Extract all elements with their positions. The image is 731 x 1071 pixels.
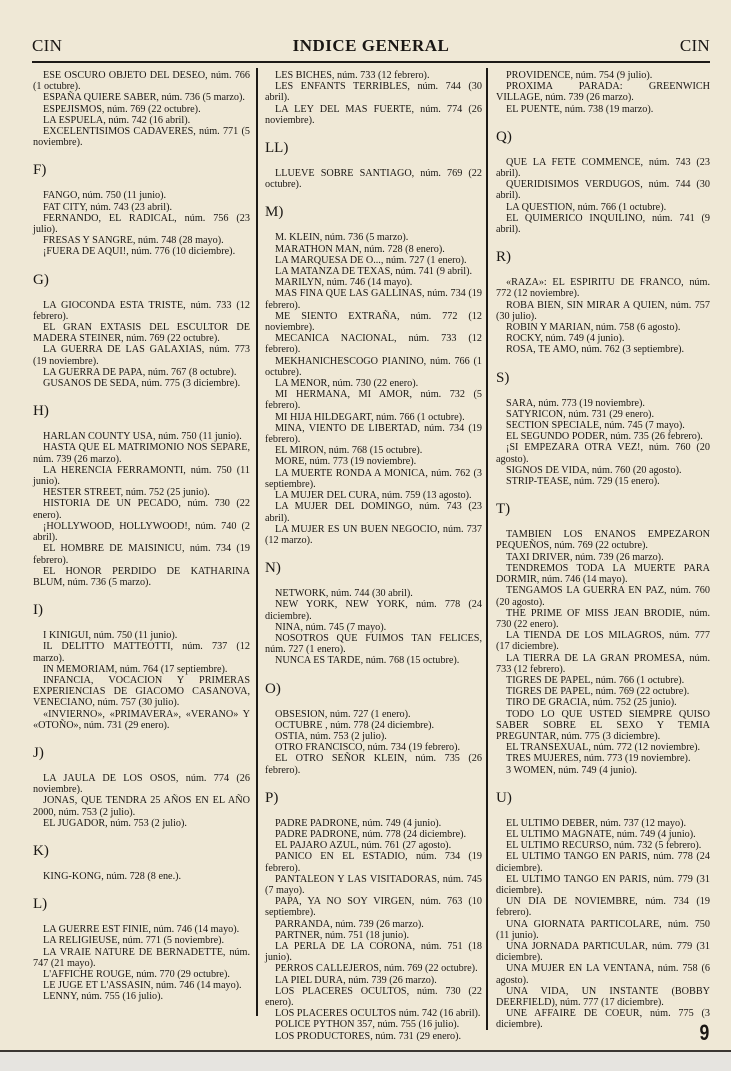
section-letter-heading: O) xyxy=(265,680,281,697)
column-divider xyxy=(256,68,258,1016)
index-entry: ¡FUERA DE AQUI!, núm. 776 (10 diciembre). xyxy=(43,246,236,258)
index-entry: M. KLEIN, núm. 736 (5 marzo). xyxy=(275,232,409,244)
index-entry: NETWORK, núm. 744 (30 abril). xyxy=(275,588,413,600)
index-entry: EL ULTIMO TANGO EN PARIS, núm. 778 (24 diciembre). xyxy=(496,851,710,874)
index-entry: GUSANOS DE SEDA, núm. 775 (3 diciembre). xyxy=(43,378,241,390)
section-letter-heading: J) xyxy=(33,744,44,761)
index-entry: PADRE PADRONE, núm. 778 (24 diciembre). xyxy=(275,828,467,840)
index-entry: TIGRES DE PAPEL, núm. 769 (22 octubre). xyxy=(506,686,690,698)
index-entry: EL JUGADOR, núm. 753 (2 julio). xyxy=(43,817,187,829)
index-entry: EL QUIMERICO INQUILINO, núm. 741 (9 abril). xyxy=(496,212,710,236)
index-entry: UN DIA DE NOVIEMBRE, núm. 734 (19 febrero). xyxy=(496,896,710,919)
section-letter-heading: T) xyxy=(496,501,511,518)
index-entry: HASTA QUE EL MATRIMONIO NOS SEPARE, núm. 739 (26 marzo). xyxy=(33,442,250,465)
index-entry: LA QUESTION, núm. 766 (1 octubre). xyxy=(506,201,667,213)
index-entry: LA MATANZA DE TEXAS, núm. 741 (9 abril). xyxy=(275,266,473,278)
index-entry: MORE, núm. 773 (19 noviembre). xyxy=(275,456,417,468)
index-entry: IN MEMORIAM, núm. 764 (17 septiembre). xyxy=(43,663,228,675)
index-entry: PAPA, YA NO SOY VIRGEN, núm. 763 (10 septiembre). xyxy=(265,896,482,919)
index-entry: FAT CITY, núm. 743 (23 abril). xyxy=(43,201,173,213)
index-entry: LES ENFANTS TERRIBLES, núm. 744 (30 abril). xyxy=(265,81,482,104)
index-entry: LLUEVE SOBRE SANTIAGO, núm. 769 (22 octubre). xyxy=(265,168,482,191)
index-entry: TAMBIEN LOS ENANOS EMPEZARON PEQUEÑOS, núm. 769 (22 octubre). xyxy=(496,529,710,552)
index-entry: EL ULTIMO MAGNATE, núm. 749 (4 junio). xyxy=(506,828,696,840)
index-entry: EL ULTIMO TANGO EN PARIS, núm. 779 (31 diciembre). xyxy=(496,873,710,896)
index-column-1 xyxy=(33,70,250,1003)
index-entry: ESE OSCURO OBJETO DEL DESEO, núm. 766 (1 octubre). xyxy=(33,70,250,93)
index-entry: ROBIN Y MARIAN, núm. 758 (6 agosto). xyxy=(506,322,681,334)
section-letter-heading: R) xyxy=(496,249,511,266)
section-letter-heading: K) xyxy=(33,842,49,859)
index-entry: TENDREMOS TODA LA MUERTE PARA DORMIR, núm. 746 (14 mayo). xyxy=(496,562,710,586)
index-entry: PROVIDENCE, núm. 754 (9 julio). xyxy=(506,70,653,81)
index-entry: I KINIGUI, núm. 750 (11 junio). xyxy=(43,630,178,642)
index-entry: LOS PRODUCTORES, núm. 731 (29 enero). xyxy=(275,1030,462,1042)
index-entry: 3 WOMEN, núm. 749 (4 junio). xyxy=(506,764,638,776)
index-entry: LES BICHES, núm. 733 (12 febrero). xyxy=(275,70,430,81)
index-entry: SATYRICON, núm. 731 (29 enero). xyxy=(506,408,654,420)
index-entry: QUERIDISIMOS VERDUGOS, núm. 744 (30 abril). xyxy=(496,179,710,202)
index-entry: EL SEGUNDO PODER, núm. 735 (26 febrero). xyxy=(506,431,703,443)
index-entry: PANTALEON Y LAS VISITADORAS, núm. 745 (7 mayo). xyxy=(265,873,482,896)
index-entry: LA MUERTE RONDA A MONICA, núm. 762 (3 septiembre). xyxy=(265,467,482,490)
section-tag-right: CIN xyxy=(679,36,710,55)
index-entry: LA MUJER DEL DOMINGO, núm. 743 (23 abril). xyxy=(265,501,482,524)
index-entry: SECTION SPECIALE, núm. 745 (7 mayo). xyxy=(506,420,685,432)
index-entry: EL HONOR PERDIDO DE KATHARINA BLUM, núm. 736 (5 marzo). xyxy=(33,565,250,588)
section-letter-heading: I) xyxy=(33,602,43,619)
index-entry: LA GUERRE EST FINIE, núm. 746 (14 mayo). xyxy=(43,924,240,936)
section-letter-heading: Q) xyxy=(496,128,512,145)
index-entry: TIGRES DE PAPEL, núm. 766 (1 octubre). xyxy=(506,674,685,686)
index-entry: LE JUGE ET L'ASSASIN, núm. 746 (14 mayo). xyxy=(43,980,242,992)
index-entry: TIRO DE GRACIA, núm. 752 (25 junio). xyxy=(506,697,677,709)
section-letter-heading: L) xyxy=(33,896,48,913)
index-entry: MI HERMANA, MI AMOR, núm. 732 (5 febrero). xyxy=(265,389,482,412)
index-entry: HISTORIA DE UN PECADO, núm. 730 (22 enero). xyxy=(33,498,250,521)
index-entry: LA JAULA DE LOS OSOS, núm. 774 (26 noviembre). xyxy=(33,772,250,796)
index-entry: ESPEJISMOS, núm. 769 (22 octubre). xyxy=(43,103,201,115)
index-entry: HARLAN COUNTY USA, núm. 750 (11 junio). xyxy=(43,431,242,443)
index-entry: ESPAÑA QUIERE SABER, núm. 736 (5 marzo). xyxy=(43,92,245,104)
index-entry: MECANICA NACIONAL, núm. 733 (12 febrero). xyxy=(265,333,482,356)
index-entry: NOSOTROS QUE FUIMOS TAN FELICES, núm. 727 (1 enero). xyxy=(265,632,482,656)
index-entry: MAS FINA QUE LAS GALLINAS, núm. 734 (19 febrero). xyxy=(265,288,482,311)
index-entry: ROSA, TE AMO, núm. 762 (3 septiembre). xyxy=(506,344,685,356)
index-entry: TENGAMOS LA GUERRA EN PAZ, núm. 760 (20 agosto). xyxy=(496,585,710,608)
index-entry: FANGO, núm. 750 (11 junio). xyxy=(43,190,167,202)
index-entry: ¡SI EMPEZARA OTRA VEZ!, núm. 760 (20 agosto). xyxy=(496,442,710,465)
index-entry: PADRE PADRONE, núm. 749 (4 junio). xyxy=(275,817,442,829)
scan-margin xyxy=(0,1052,731,1071)
index-entry: EL GRAN EXTASIS DEL ESCULTOR DE MADERA STEINER, núm. 769 (22 octubre). xyxy=(33,322,250,345)
index-entry: EL PAJARO AZUL, núm. 761 (27 agosto). xyxy=(275,840,452,852)
index-entry: TODO LO QUE USTED SIEMPRE QUISO SABER SOBRE EL SEXO Y TEMIA PREGUNTAR, núm. 775 (3 diciembre). xyxy=(496,708,710,742)
index-entry: EXCELENTISIMOS CADAVERES, núm. 771 (5 noviembre). xyxy=(33,126,250,149)
index-entry: TAXI DRIVER, núm. 739 (26 marzo). xyxy=(506,551,664,563)
index-entry: LA MENOR, núm. 730 (22 enero). xyxy=(275,378,419,390)
index-entry: EL ULTIMO RECURSO, núm. 732 (5 febrero). xyxy=(506,840,702,852)
index-column-3 xyxy=(496,70,710,1031)
index-entry: MI HIJA HILDEGART, núm. 766 (1 octubre). xyxy=(275,411,465,423)
index-entry: PERROS CALLEJEROS, núm. 769 (22 octubre). xyxy=(275,963,478,975)
index-entry: SIGNOS DE VIDA, núm. 760 (20 agosto). xyxy=(506,464,682,476)
index-entry: NUNCA ES TARDE, núm. 768 (15 octubre). xyxy=(275,655,460,667)
index-entry: L'AFFICHE ROUGE, núm. 770 (29 octubre). xyxy=(43,968,230,980)
index-entry: KING-KONG, núm. 728 (8 ene.). xyxy=(43,870,182,882)
section-letter-heading: G) xyxy=(33,271,49,288)
index-entry: INFANCIA, VOCACION Y PRIMERAS EXPERIENCIAS DE GIACOMO CASANOVA, VENECIANO, núm. 757 (30 julio). xyxy=(33,674,250,709)
index-entry: LA MARQUESA DE O..., núm. 727 (1 enero). xyxy=(275,254,467,266)
header-rule xyxy=(32,61,710,63)
section-tag-left: CIN xyxy=(32,36,63,55)
index-entry: LA VRAIE NATURE DE BERNADETTE, núm. 747 (21 mayo). xyxy=(33,946,250,969)
index-entry: MARATHON MAN, núm. 728 (8 enero). xyxy=(275,243,445,255)
index-entry: OSTIA, núm. 753 (2 julio). xyxy=(275,730,387,742)
index-entry: LA MUJER ES UN BUEN NEGOCIO, núm. 737 (12 marzo). xyxy=(265,523,482,546)
page-number: 9 xyxy=(699,1020,709,1045)
section-letter-heading: P) xyxy=(265,789,279,806)
index-entry: NEW YORK, NEW YORK, núm. 778 (24 diciembre). xyxy=(265,599,482,622)
index-entry: EL ULTIMO DEBER, núm. 737 (12 mayo). xyxy=(506,817,687,829)
index-entry: EL HOMBRE DE MAISINICU, núm. 734 (19 febrero). xyxy=(33,543,250,566)
index-entry: POLICE PYTHON 357, núm. 755 (16 julio). xyxy=(275,1019,460,1031)
index-entry: MARILYN, núm. 746 (14 mayo). xyxy=(275,277,413,289)
index-entry: TRES MUJERES, núm. 773 (19 noviembre). xyxy=(506,753,691,765)
index-entry: EL PUENTE, núm. 738 (19 marzo). xyxy=(506,103,654,115)
index-entry: LA GUERRA DE LAS GALAXIAS, núm. 773 (19 noviembre). xyxy=(33,344,250,367)
section-letter-heading: N) xyxy=(265,560,281,577)
index-entry: PROXIMA PARADA: GREENWICH VILLAGE, núm. 739 (26 marzo). xyxy=(496,81,710,104)
index-entry: LA MUJER DEL CURA, núm. 759 (13 agosto). xyxy=(275,490,472,502)
index-entry: THE PRIME OF MISS JEAN BRODIE, núm. 730 (22 enero). xyxy=(496,607,710,630)
section-letter-heading: LL) xyxy=(265,140,289,157)
column-divider xyxy=(486,68,488,1030)
index-column-2 xyxy=(265,70,482,1042)
index-entry: ¡HOLLYWOOD, HOLLYWOOD!, núm. 740 (2 abril). xyxy=(33,520,250,544)
index-entry: PARRANDA, núm. 739 (26 marzo). xyxy=(275,918,424,930)
index-entry: OTRO FRANCISCO, núm. 734 (19 febrero). xyxy=(275,742,461,754)
index-entry: EL OTRO SEÑOR KLEIN, núm. 735 (26 febrero). xyxy=(265,753,482,776)
index-entry: LA GIOCONDA ESTA TRISTE, núm. 733 (12 febrero). xyxy=(33,299,250,322)
index-entry: LA TIERRA DE LA GRAN PROMESA, núm. 733 (12 febrero). xyxy=(496,652,710,675)
index-entry: UNA JORNADA PARTICULAR, núm. 779 (31 diciembre). xyxy=(496,940,710,964)
index-entry: PARTNER, núm. 751 (18 junio). xyxy=(275,929,410,941)
index-entry: UNA MUJER EN LA VENTANA, núm. 758 (6 agosto). xyxy=(496,963,710,986)
index-entry: LOS PLACERES OCULTOS núm. 742 (16 abril). xyxy=(275,1008,481,1020)
index-entry: SARA, núm. 773 (19 noviembre). xyxy=(506,397,645,409)
index-entry: HESTER STREET, núm. 752 (25 junio). xyxy=(43,487,210,499)
index-entry: LOS PLACERES OCULTOS, núm. 730 (22 enero). xyxy=(265,985,482,1008)
index-entry: ROCKY, núm. 749 (4 junio). xyxy=(506,333,625,345)
index-entry: IL DELITTO MATTEOTTI, núm. 737 (12 marzo). xyxy=(33,641,250,664)
index-entry: UNA GIORNATA PARTICOLARE, núm. 750 (11 junio). xyxy=(496,918,710,941)
index-entry: JONAS, QUE TENDRA 25 AÑOS EN EL AÑO 2000, núm. 753 (2 julio). xyxy=(33,795,250,818)
index-entry: «INVIERNO», «PRIMAVERA», «VERANO» Y «OTOÑO», núm. 731 (29 enero). xyxy=(33,708,250,731)
index-entry: UNE AFFAIRE DE COEUR, núm. 775 (3 diciembre). xyxy=(496,1008,710,1031)
index-entry: STRIP-TEASE, núm. 729 (15 enero). xyxy=(506,476,660,488)
index-entry: ME SIENTO EXTRAÑA, núm. 772 (12 noviembre). xyxy=(265,310,482,334)
index-entry: LA HERENCIA FERRAMONTI, núm. 750 (11 junio). xyxy=(33,464,250,488)
index-entry: FERNANDO, EL RADICAL, núm. 756 (23 julio). xyxy=(33,212,250,236)
section-letter-heading: S) xyxy=(496,369,510,386)
index-entry: ROBA BIEN, SIN MIRAR A QUIEN, núm. 757 (30 julio). xyxy=(496,299,710,322)
index-entry: FRESAS Y SANGRE, núm. 748 (28 mayo). xyxy=(43,235,224,247)
index-entry: LENNY, núm. 755 (16 julio). xyxy=(43,991,164,1003)
index-entry: OCTUBRE , núm. 778 (24 diciembre). xyxy=(275,719,435,731)
index-entry: LA RELIGIEUSE, núm. 771 (5 noviembre). xyxy=(43,935,225,947)
index-entry: UNA VIDA, UN INSTANTE (BOBBY DEERFIELD), núm. 777 (17 diciembre). xyxy=(496,985,710,1008)
index-entry: «RAZA»: EL ESPIRITU DE FRANCO, núm. 772 (12 noviembre). xyxy=(496,277,710,300)
page-title: INDICE GENERAL xyxy=(292,36,450,55)
page-header xyxy=(32,36,710,58)
index-entry: PANICO EN EL ESTADIO, núm. 734 (19 febrero). xyxy=(265,851,482,874)
section-letter-heading: F) xyxy=(33,162,47,179)
index-entry: OBSESION, núm. 727 (1 enero). xyxy=(275,708,411,720)
index-entry: LA ESPUELA, núm. 742 (16 abril). xyxy=(43,114,191,126)
index-entry: MINA, VIENTO DE LIBERTAD, núm. 734 (19 febrero). xyxy=(265,422,482,446)
index-entry: MEKHANICHESCOGO PIANINO, núm. 766 (1 octubre). xyxy=(265,355,482,378)
index-entry: LA TIENDA DE LOS MILAGROS, núm. 777 (17 diciembre). xyxy=(496,630,710,653)
index-entry: EL MIRON, núm. 768 (15 octubre). xyxy=(275,445,423,457)
index-entry: LA PIEL DURA, núm. 739 (26 marzo). xyxy=(275,974,437,986)
index-entry: LA LEY DEL MAS FUERTE, núm. 774 (26 noviembre). xyxy=(265,103,482,126)
index-entry: NINA, núm. 745 (7 mayo). xyxy=(275,621,387,633)
index-entry: EL TRANSEXUAL, núm. 772 (12 noviembre). xyxy=(506,742,701,754)
index-entry: QUE LA FETE COMMENCE, núm. 743 (23 abril). xyxy=(496,156,710,180)
index-entry: LA GUERRA DE PAPA, núm. 767 (8 octubre). xyxy=(43,366,237,378)
section-letter-heading: M) xyxy=(265,204,284,221)
section-letter-heading: H) xyxy=(33,403,49,420)
index-entry: LA PERLA DE LA CORONA, núm. 751 (18 junio). xyxy=(265,940,482,964)
section-letter-heading: U) xyxy=(496,789,512,806)
